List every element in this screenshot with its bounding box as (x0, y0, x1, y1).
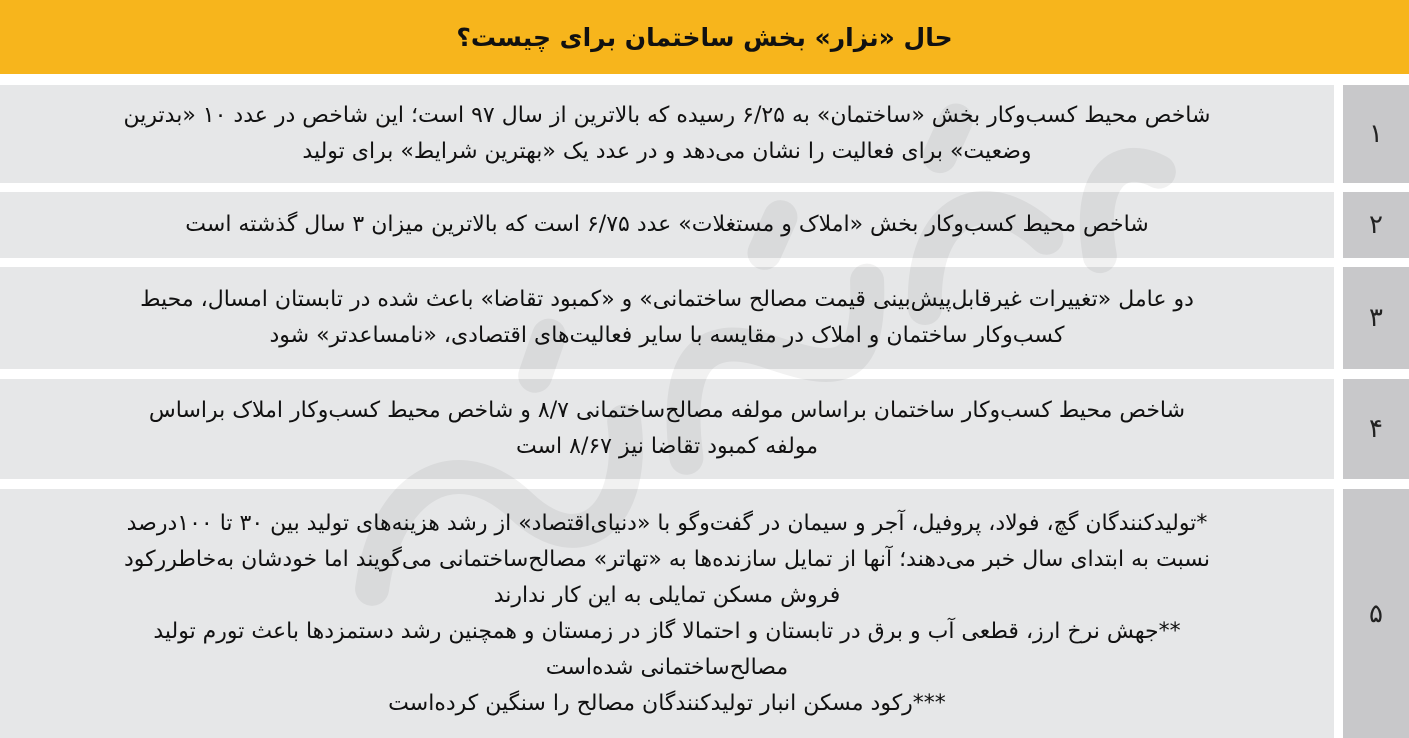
table-header (0, 0, 1409, 74)
row-text-line: ***رکود مسکن انبار تولیدکنندگان مصالح را سنگین کرده‌است (388, 690, 946, 716)
row-text-cell (0, 85, 1334, 183)
row-number: ۲ (1343, 192, 1409, 258)
row-number: ۳ (1343, 267, 1409, 369)
row-number: ۱ (1343, 85, 1409, 183)
row-text-line: وضعیت» برای فعالیت را نشان می‌دهد و در عدد یک «بهترین شرایط» برای تولید (302, 139, 1032, 164)
row-text-line: کسب‌وکار ساختمان و املاک در مقایسه با سایر فعالیت‌های اقتصادی، «نامساعدتر» شود (269, 323, 1065, 348)
table-row (0, 267, 1409, 369)
table-title: حال «نزار» بخش ساختمان برای چیست؟ (456, 22, 953, 52)
row-text-line: **جهش نرخ ارز، قطعی آب و برق در تابستان و احتمالا گاز در زمستان و همچنین رشد دستمزدها باعث تورم تولید (153, 618, 1181, 644)
row-text-line: فروش مسکن تمایلی به این کار ندارند (493, 582, 841, 608)
table-row (0, 489, 1409, 738)
row-text-cell (0, 489, 1334, 738)
row-text-line: دو عامل «تغییرات غیرقابل‌پیش‌بینی قیمت مصالح ساختمانی» و «کمبود تقاضا» باعث شده در تابستان امسال، محیط (140, 287, 1194, 312)
row-number: ۵ (1343, 489, 1409, 738)
row-text-line: شاخص محیط کسب‌وکار بخش «ساختمان» به ۶/۲۵ رسیده که بالاترین از سال ۹۷ است؛ این شاخص در عدد ۱۰ «بدترین (123, 103, 1211, 128)
table-row (0, 85, 1409, 183)
row-text-cell (0, 379, 1334, 479)
row-text-cell (0, 192, 1334, 258)
table-row (0, 192, 1409, 258)
row-text-cell (0, 267, 1334, 369)
row-text-line: نسبت به ابتدای سال خبر می‌دهند؛ آنها از تمایل سازنده‌ها به «تهاتر» مصالح‌ساختمانی می‌گویند اما خودشان به‌خاطر‌رکود (123, 546, 1210, 572)
row-text-line: شاخص محیط کسب‌وکار ساختمان براساس مولفه مصالح‌ساختمانی ۸/۷ و شاخص محیط کسب‌وکار املاک براساس (148, 398, 1186, 423)
row-text-line: شاخص محیط کسب‌وکار بخش «املاک و مستغلات» عدد ۶/۷۵ است که بالاترین میزان ۳ سال گذشته است (185, 212, 1149, 237)
row-number: ۴ (1343, 379, 1409, 479)
table-row (0, 379, 1409, 479)
row-text-line: مولفه کمبود تقاضا نیز ۸/۶۷ است (515, 434, 818, 459)
row-text-line: مصالح‌ساختمانی شده‌است (545, 654, 789, 680)
row-text-line: *تولیدکنندگان گچ، فولاد، پروفیل، آجر و سیمان در گفت‌وگو با «دنیای‌اقتصاد» از رشد هزینه‌های تولید بین ۳۰ تا ۱۰۰درصد (126, 510, 1208, 536)
